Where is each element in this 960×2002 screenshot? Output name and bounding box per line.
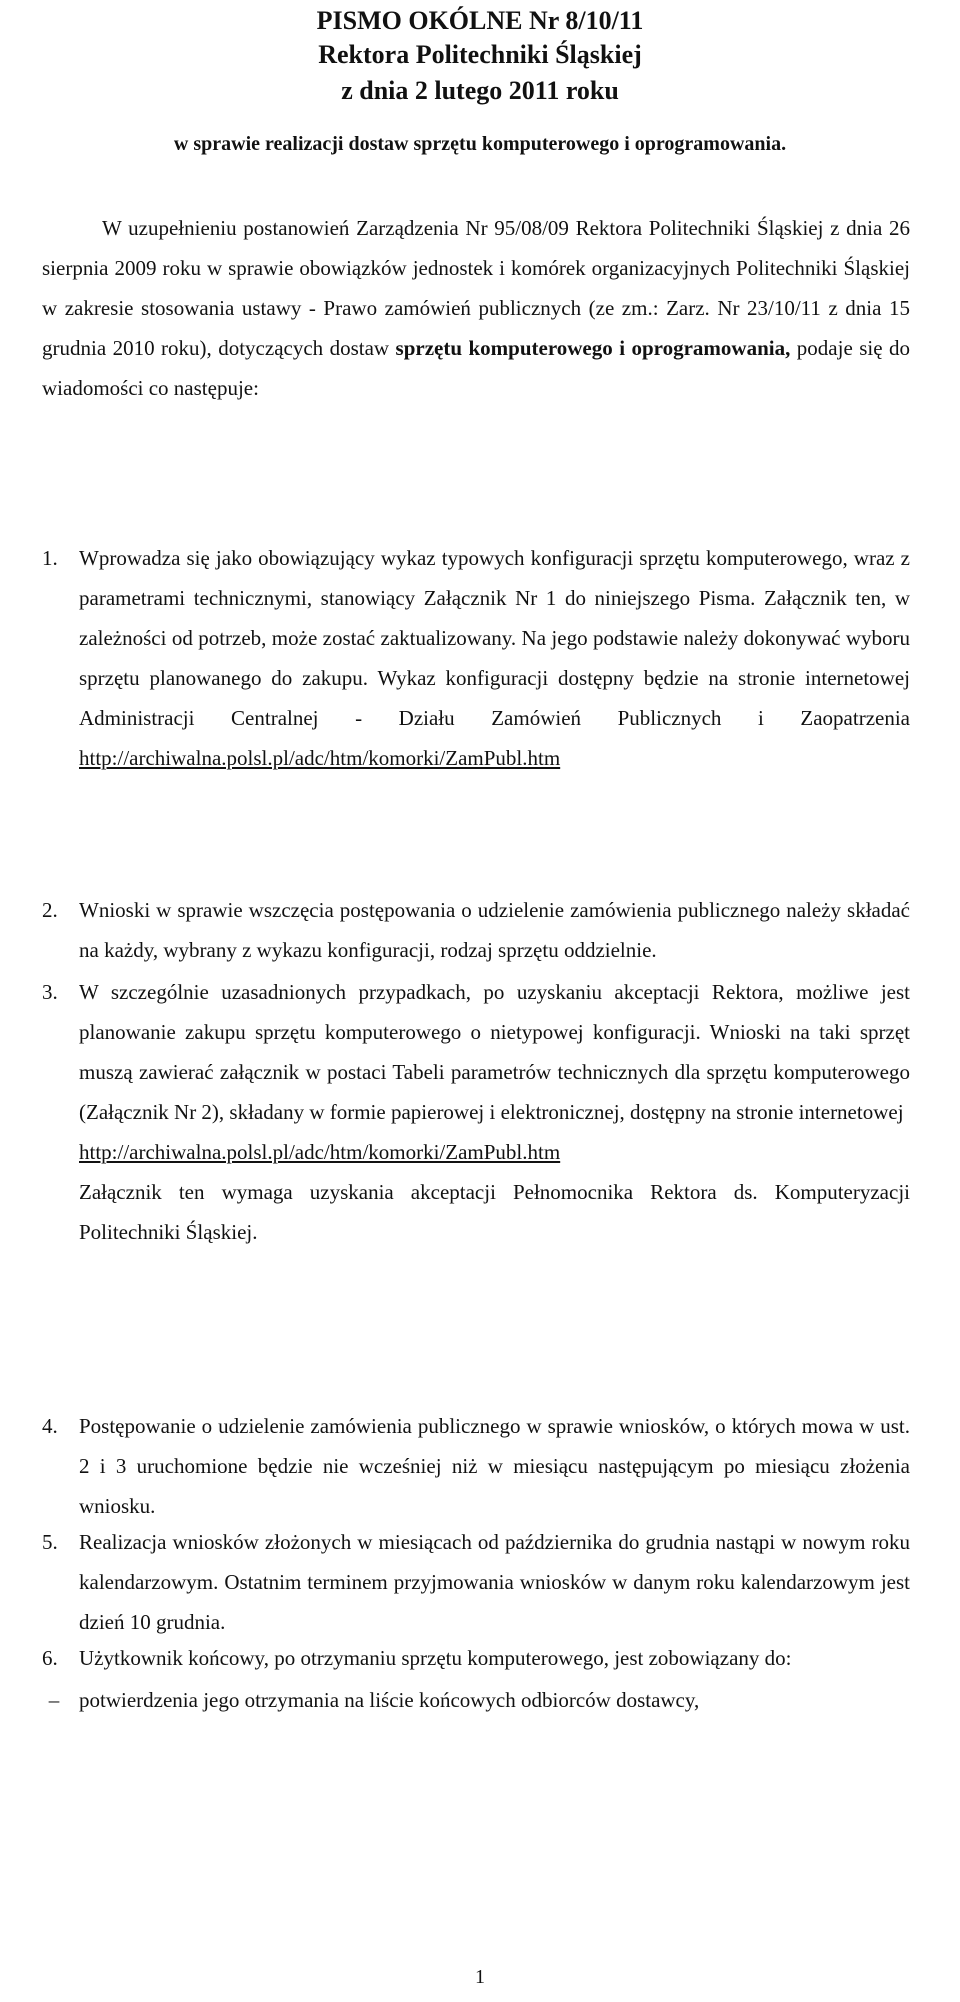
intro-part2: podaje się do wiadomości co następuje: <box>42 336 910 400</box>
document-date: z dnia 2 lutego 2011 roku <box>341 76 619 105</box>
page-number: 1 <box>475 1966 485 1988</box>
list-item-3 <box>42 972 910 1252</box>
item-number: 2. <box>42 898 58 922</box>
dash-bullet: – <box>48 1688 60 1712</box>
list-item-1 <box>42 538 910 778</box>
item-text: Postępowanie o udzielenie zamówienia publicznego w sprawie wniosków, o których mowa w ust. 2 i 3 uruchomione będzie nie wcześniej niż w miesiącu następującym po miesiącu złożenia wniosku. <box>79 1414 910 1518</box>
document-title: PISMO OKÓLNE Nr 8/10/11 <box>316 6 644 35</box>
list-item-5 <box>42 1522 910 1642</box>
item-number: 3. <box>42 980 58 1004</box>
item-text-after: Załącznik ten wymaga uzyskania akceptacji Pełnomocnika Rektora ds. Komputeryzacji Politechniki Śląskiej. <box>79 1180 910 1244</box>
dash-item-text: potwierdzenia jego otrzymania na liście końcowych odbiorców dostawcy, <box>79 1688 700 1712</box>
item-text: Wprowadza się jako obowiązujący wykaz typowych konfiguracji sprzętu komputerowego, wraz z parametrami technicznymi, stanowiący Załącznik Nr 1 do niniejszego Pisma. Załącznik ten, w zależności od potrzeb, może zostać zaktualizowany. Na jego podstawie należy dokonywać wyboru sprzętu planowanego do zakupu. Wykaz konfiguracji dostępny będzie na stronie internetowej Administracji Centralnej - Działu Zamówień Publicznych i Zaopatrzenia <box>79 546 910 730</box>
list-item-4 <box>42 1406 910 1526</box>
document-subject: w sprawie realizacji dostaw sprzętu komputerowego i oprogramowania. <box>173 133 787 155</box>
item-number: 1. <box>42 546 58 570</box>
intro-paragraph <box>42 208 910 408</box>
intro-part1: W uzupełnieniu postanowień Zarządzenia Nr 95/08/09 Rektora Politechniki Śląskiej z dnia 26 sierpnia 2009 roku w sprawie obowiązków jednostek i komórek organizacyjnych Politechniki Śląskiej w zakresie stosowania ustawy - Prawo zamówień publicznych (ze zm.: Zarz. Nr 23/10/11 z dnia 15 grudnia 2010 roku), dotyczących dostaw <box>42 216 910 360</box>
intro-bold: sprzętu komputerowego i oprogramowania, <box>395 336 791 360</box>
archive-link[interactable]: http://archiwalna.polsl.pl/adc/htm/komorki/ZamPubl.htm <box>79 1140 561 1164</box>
item-number: 6. <box>42 1646 58 1670</box>
item-text: Wnioski w sprawie wszczęcia postępowania o udzielenie zamówienia publicznego należy składać na każdy, wybrany z wykazu konfiguracji, rodzaj sprzętu oddzielnie. <box>79 898 910 962</box>
item-text: Użytkownik końcowy, po otrzymaniu sprzętu komputerowego, jest zobowiązany do: <box>79 1646 792 1670</box>
list-item-6 <box>42 1638 910 1678</box>
list-item-2 <box>42 890 910 970</box>
item-number: 4. <box>42 1414 58 1438</box>
intro-text <box>42 208 910 408</box>
item-number: 5. <box>42 1530 58 1554</box>
dash-list-item <box>42 1680 910 1720</box>
archive-link[interactable]: http://archiwalna.polsl.pl/adc/htm/komorki/ZamPubl.htm <box>79 746 561 770</box>
item-text: Realizacja wniosków złożonych w miesiącach od października do grudnia nastąpi w nowym roku kalendarzowym. Ostatnim terminem przyjmowania wniosków w danym roku kalendarzowym jest dzień 10 grudnia. <box>79 1530 910 1634</box>
item-text: W szczególnie uzasadnionych przypadkach, po uzyskaniu akceptacji Rektora, możliwe jest planowanie zakupu sprzętu komputerowego o nietypowej konfiguracji. Wnioski na taki sprzęt muszą zawierać załącznik w postaci Tabeli parametrów technicznych dla sprzętu komputerowego (Załącznik Nr 2), składany w formie papierowej i elektronicznej, dostępny na stronie internetowej <box>79 980 910 1124</box>
document-author: Rektora Politechniki Śląskiej <box>318 40 642 69</box>
